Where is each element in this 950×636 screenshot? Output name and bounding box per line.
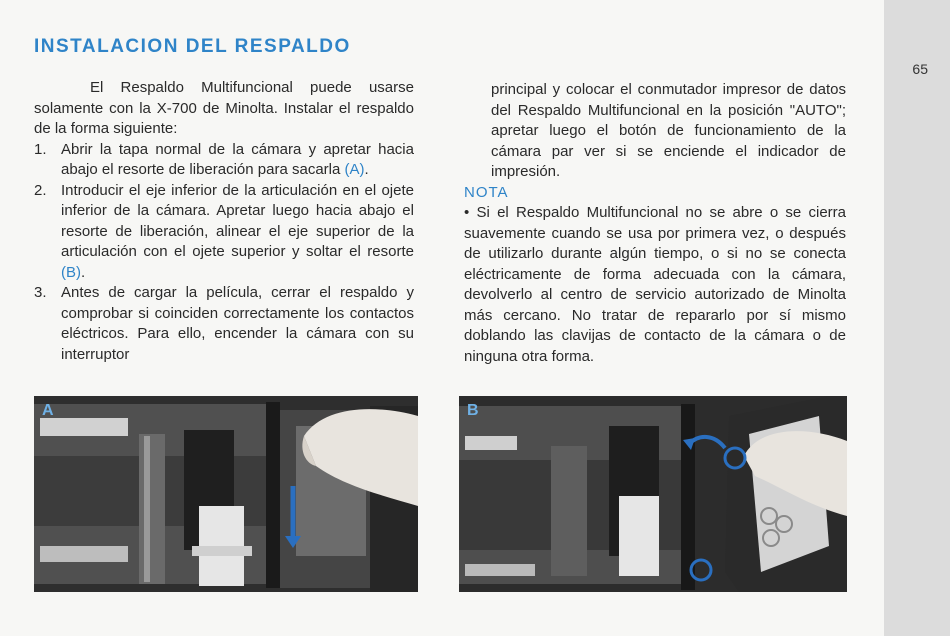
figure-b-photo — [459, 396, 847, 592]
figure-reference: (B) — [61, 263, 81, 281]
figure-reference: (A) — [344, 161, 365, 178]
step-text: Introducir el eje inferior de la articulación en el ojete inferior de la cámara. Apretar luego hacia abajo el resorte de liberación, alinear el eje superior de la articulación con el ojete superior y soltar el resorte — [61, 181, 414, 260]
note-heading: NOTA — [464, 183, 509, 201]
step-3-continuation: principal y colocar el conmutador impresor de datos del Respaldo Multifuncional en la posición "AUTO"; apretar luego el botón de funcionamiento de la cámara par ver si se enciende el indicador de impresión. — [491, 81, 846, 180]
step-number: 1. — [34, 140, 47, 158]
step-number: 3. — [34, 284, 47, 301]
page-title: INSTALACION DEL RESPALDO — [34, 36, 351, 57]
right-column — [464, 80, 846, 367]
note-text: • Si el Respaldo Multifuncional no se abre o se cierra suavemente cuando se usa por primera vez, o después de utilizarlo durante algún tiempo, o si no se conecta eléctricamente de forma adecuada con la cámara, devolverlo al centro de servicio autorizado de Minolta más cercano. No tratar de repararlo por sí mismo doblando las clavijas de contacto de la cámara o de ninguna otra forma. — [464, 204, 846, 365]
steps-list — [34, 140, 414, 366]
step-end: . — [81, 263, 86, 281]
step-text: Abrir la tapa normal de la cámara y apretar hacia abajo el resorte de liberación para sacarla — [61, 140, 414, 178]
step-number: 2. — [34, 181, 47, 199]
step-3 — [34, 283, 414, 365]
left-column — [34, 78, 414, 365]
page-edge-strip — [884, 0, 950, 636]
step-1 — [34, 140, 414, 181]
page-number: 65 — [912, 61, 928, 77]
figure-a-label: A — [42, 402, 54, 419]
step-end: . — [364, 161, 369, 178]
step-text: Antes de cargar la película, cerrar el respaldo y comprobar si coinciden correctamente los contactos eléctricos. Para ello, encender la cámara con su interruptor — [61, 284, 414, 363]
figure-a-illustration — [34, 396, 418, 592]
figure-b-illustration — [459, 396, 847, 592]
intro-paragraph: El Respaldo Multifuncional puede usarse solamente con la X-700 de Minolta. Instalar el respaldo de la forma siguiente: — [34, 79, 414, 137]
step-2 — [34, 181, 414, 284]
figure-a-photo — [34, 396, 418, 592]
figure-b-label: B — [467, 402, 479, 419]
